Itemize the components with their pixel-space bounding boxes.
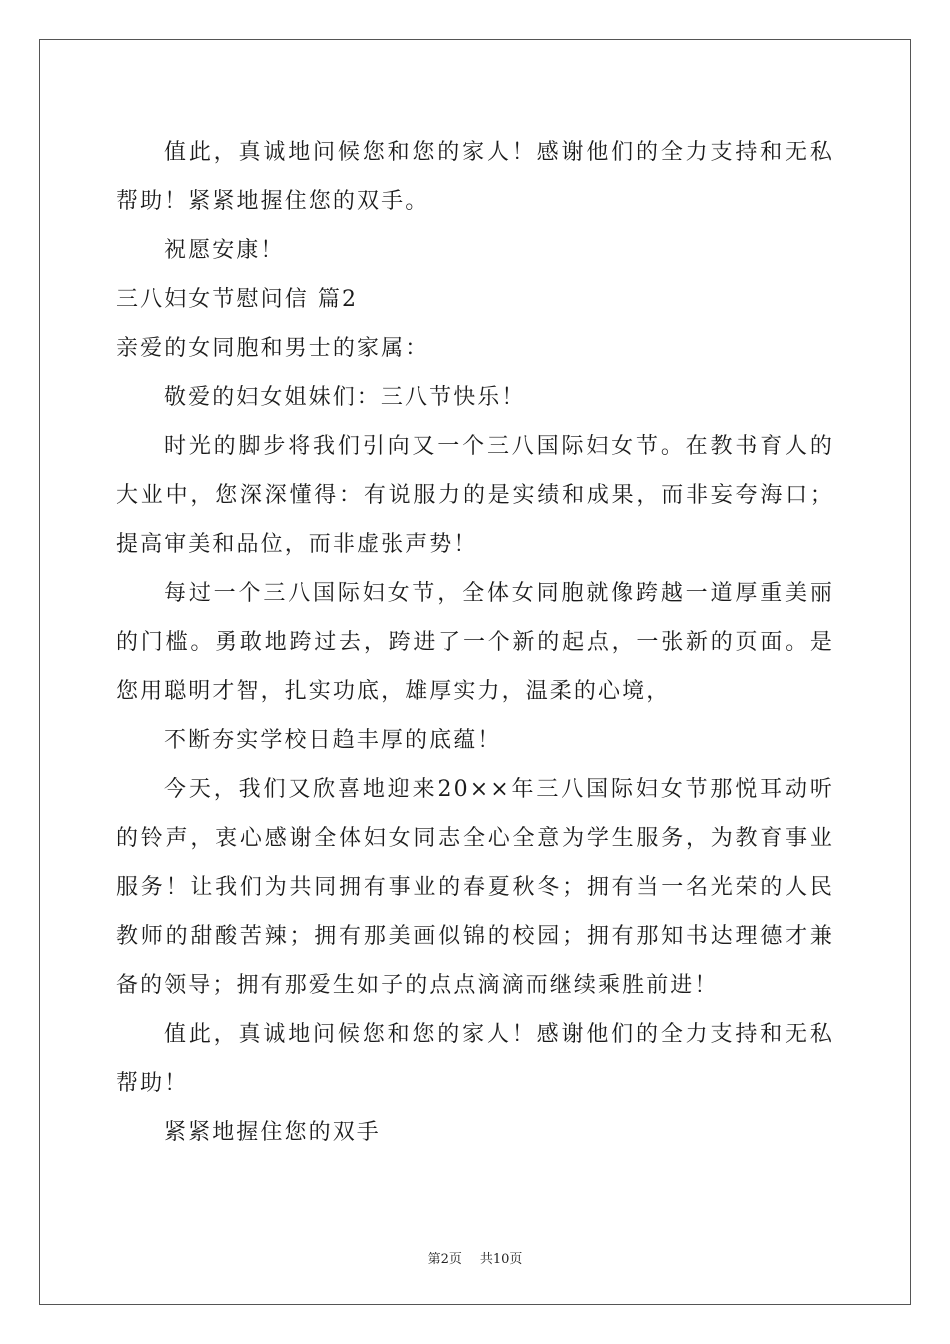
letter-salutation: 亲爱的女同胞和男士的家属： (116, 336, 430, 361)
page-footer (0, 1248, 950, 1267)
paragraph-closing-greeting-1: 值此，真诚地问候您和您的家人！感谢他们的全力支持和无私帮助！紧紧地握住您的双手。 (116, 140, 834, 214)
page-total: 共10页 (479, 1252, 523, 1267)
paragraph-intro: 时光的脚步将我们引向又一个三八国际妇女节。在教书育人的大业中，您深深懂得：有说服力的是实绩和成果，而非妄夸海口；提高审美和品位，而非虚张声势！ (116, 434, 834, 557)
section-heading: 三八妇女节慰问信 篇2 (116, 287, 359, 312)
document-body (116, 128, 834, 1157)
paragraph-threshold: 每过一个三八国际妇女节，全体女同胞就像跨越一道厚重美丽的门槛。勇敢地跨过去，跨进了一个新的起点，一张新的页面。是您用聪明才智，扎实功底，雄厚实力，温柔的心境， (116, 581, 834, 704)
paragraph-closing-greeting-2: 值此，真诚地问候您和您的家人！感谢他们的全力支持和无私帮助！ (116, 1022, 834, 1096)
page-number: 第2页 (427, 1252, 462, 1267)
paragraph-wishes: 祝愿安康！ (164, 238, 285, 263)
paragraph-today: 今天，我们又欣喜地迎来20××年三八国际妇女节那悦耳动听的铃声，衷心感谢全体妇女同志全心全意为学生服务，为教育事业服务！让我们为共同拥有事业的春夏秋冬；拥有当一名光荣的人民教师的甜酸苦辣；拥有那美画似锦的校园；拥有那知书达理德才兼备的领导；拥有那爱生如子的点点滴滴而继续乘胜前进！ (116, 777, 834, 998)
paragraph-foundation: 不断夯实学校日趋丰厚的底蕴！ (164, 728, 502, 753)
paragraph-handshake: 紧紧地握住您的双手 (164, 1120, 381, 1145)
paragraph-greeting: 敬爱的妇女姐妹们：三八节快乐！ (164, 385, 526, 410)
